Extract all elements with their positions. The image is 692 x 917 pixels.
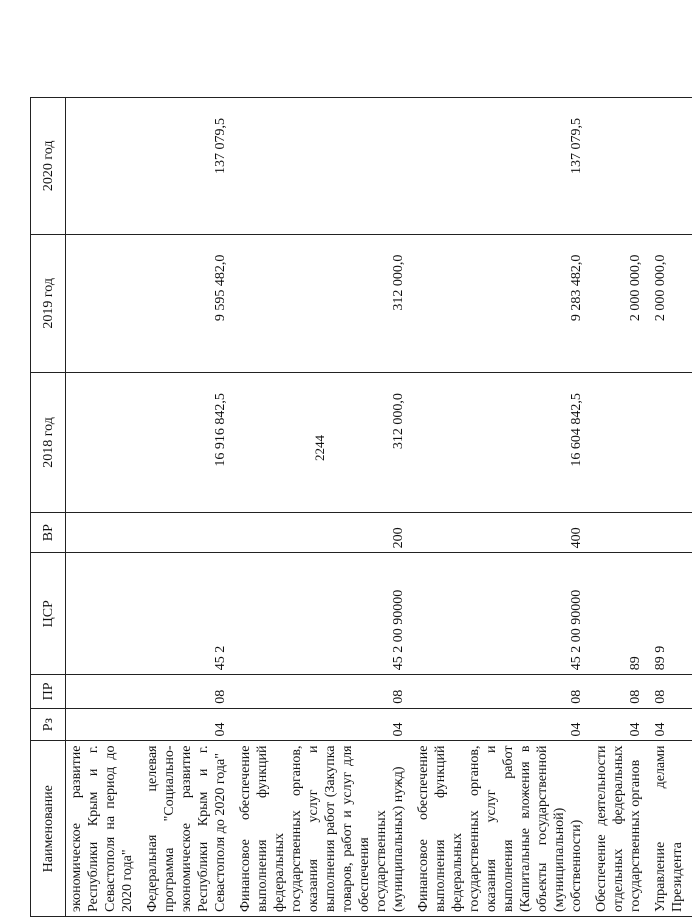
header-2020: 2020 год [31,98,66,235]
header-name: Наименование [31,741,66,917]
row-2020 [650,98,692,235]
row-csr: 89 [591,553,650,675]
row-pr [66,675,143,709]
row-2019: 312 000,0 [235,234,413,372]
row-pr: 08 [650,675,692,709]
row-pr: 08 [591,675,650,709]
row-2018 [66,373,143,513]
table-row [650,98,692,917]
row-name: Управление делами Президента [650,741,692,917]
row-name: Федеральная целевая программа "Социально-экономическое развитие Республики Крым и г. Севастополя до 2020 года" [142,741,235,917]
row-name: Финансовое обеспечение выполнения функций федеральных государственных органов, оказания услуг и выполнения работ (Капитальные вложения в объекты государственной (муниципальной) собственности) [413,741,591,917]
row-2018 [650,373,692,513]
row-csr: 45 2 [142,553,235,675]
header-row [31,98,66,917]
row-2018 [591,373,650,513]
row-2019: 2 000 000,0 [591,234,650,372]
row-csr: 45 2 00 90000 [413,553,591,675]
row-pr: 08 [235,675,413,709]
row-name: Финансовое обеспечение выполнения функций федеральных государственных органов, оказания услуг и выполнения работ (Закупка товаров, работ и услуг для обеспечения государственных (муниципальных) нужд) [235,741,413,917]
row-pr: 08 [142,675,235,709]
page-number: 2244 [312,435,327,461]
row-vr [650,512,692,553]
row-2020: 137 079,5 [413,98,591,235]
row-csr: 89 9 [650,553,692,675]
header-rz: Рз [31,708,66,741]
row-vr [142,512,235,553]
row-2019: 9 595 482,0 [142,234,235,372]
row-rz: 04 [650,708,692,741]
row-csr [66,553,143,675]
row-2020 [235,98,413,235]
row-2019: 2 000 000,0 [650,234,692,372]
row-vr: 400 [413,512,591,553]
row-name: экономическое развитие Республики Крым и г. Севастополя на период до 2020 года" [66,741,143,917]
budget-table [30,97,692,917]
header-pr: ПР [31,675,66,709]
table-row [66,98,143,917]
table-row [235,98,413,917]
header-csr: ЦСР [31,553,66,675]
row-csr: 45 2 00 90000 [235,553,413,675]
header-vr: ВР [31,512,66,553]
row-name: Обеспечение деятельности отдельных федеральных государственных органов [591,741,650,917]
row-2018: 16 604 842,5 [413,373,591,513]
row-2019 [66,234,143,372]
budget-table-sheet [30,97,685,917]
row-rz: 04 [591,708,650,741]
row-vr: 200 [235,512,413,553]
row-2018: 16 916 842,5 [142,373,235,513]
row-pr: 08 [413,675,591,709]
row-rz: 04 [142,708,235,741]
row-rz: 04 [235,708,413,741]
table-row [413,98,591,917]
table-row [591,98,650,917]
header-2019: 2019 год [31,234,66,372]
row-rz: 04 [413,708,591,741]
row-vr [591,512,650,553]
header-2018: 2018 год [31,373,66,513]
row-2018: 312 000,0 [235,373,413,513]
row-rz [66,708,143,741]
row-vr [66,512,143,553]
row-2020 [66,98,143,235]
table-row [142,98,235,917]
row-2020: 137 079,5 [142,98,235,235]
row-2020 [591,98,650,235]
row-2019: 9 283 482,0 [413,234,591,372]
